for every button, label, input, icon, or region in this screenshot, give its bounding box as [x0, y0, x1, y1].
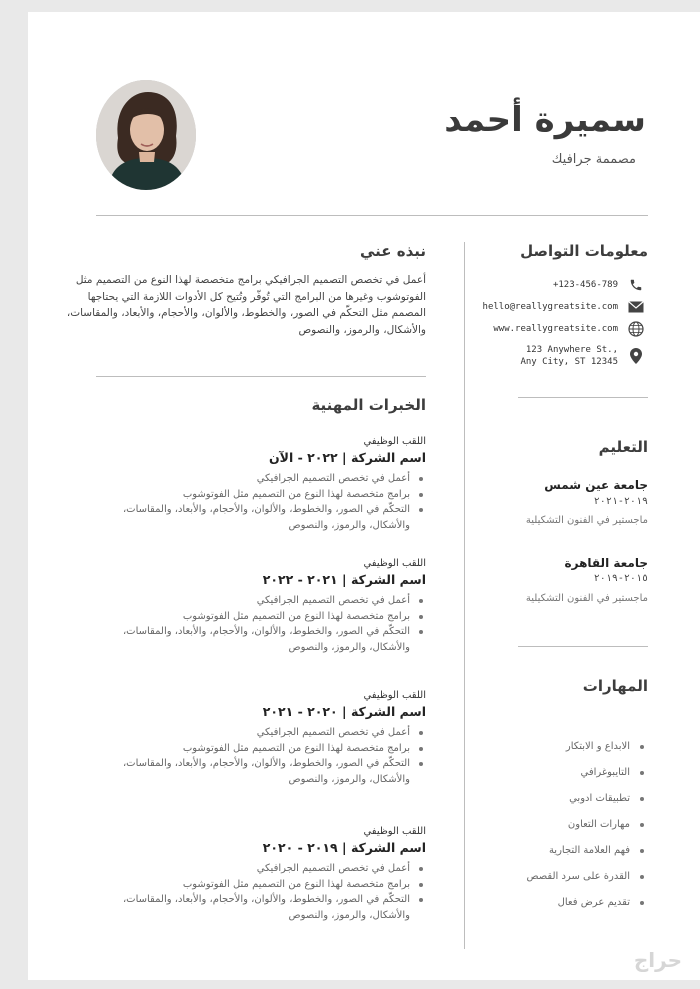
website-url[interactable]: www.reallygreatsite.com	[493, 324, 618, 334]
skills-heading: المهارات	[582, 677, 648, 695]
job-bullets	[96, 725, 426, 787]
job-bullet: أعمل في تخصص التصميم الجرافيكي	[96, 471, 426, 487]
skill-item: مهارات التعاون	[526, 812, 644, 838]
about-heading: نبذه عني	[359, 242, 426, 260]
skill-item: التايبوغرافي	[526, 760, 644, 786]
globe-icon	[626, 319, 646, 339]
job-bullet: التحكّم في الصور، والخطوط، والألوان، والأحجام، والأبعاد، والمقاسات، والأشكال، والرموز، والنصوص	[96, 624, 426, 655]
job-bullet: أعمل في تخصص التصميم الجرافيكي	[96, 593, 426, 609]
address-line-1: 123 Anywhere St.,	[525, 345, 618, 355]
experience-item	[96, 825, 426, 923]
phone-icon	[626, 275, 646, 295]
company-line: اسم الشركة | ٢٠٢٠ - ٢٠٢١	[262, 704, 426, 719]
location-pin-icon	[626, 346, 646, 366]
experience-item	[96, 557, 426, 655]
profile-photo	[96, 80, 196, 190]
job-bullet: التحكّم في الصور، والخطوط، والألوان، والأحجام، والأبعاد، والمقاسات، والأشكال، والرموز، والنصوص	[96, 756, 426, 787]
skill-item: تقديم عرض فعال	[526, 890, 644, 916]
skill-item: القدرة على سرد القصص	[526, 864, 644, 890]
column-divider	[464, 242, 465, 949]
education-degree-1: ماجستير في الفنون التشكيلية	[525, 515, 648, 526]
phone-number[interactable]: +123-456-789	[552, 280, 618, 290]
job-bullet: برامج متخصصة لهذا النوع من التصميم مثل الفوتوشوب	[96, 877, 426, 893]
job-bullet: برامج متخصصة لهذا النوع من التصميم مثل الفوتوشوب	[96, 741, 426, 757]
envelope-icon	[626, 297, 646, 317]
job-bullet: برامج متخصصة لهذا النوع من التصميم مثل الفوتوشوب	[96, 487, 426, 503]
contact-divider	[518, 397, 648, 398]
job-title: اللقب الوظيفي	[363, 436, 426, 447]
job-bullet: برامج متخصصة لهذا النوع من التصميم مثل الفوتوشوب	[96, 609, 426, 625]
company-line: اسم الشركة | ٢٠٢٢ - الآن	[268, 450, 426, 465]
job-title: اللقب الوظيفي	[363, 558, 426, 569]
company-line: اسم الشركة | ٢٠٢١ - ٢٠٢٢	[262, 572, 426, 587]
address-line-2: Any City, ST 12345	[520, 357, 618, 367]
experience-item	[96, 435, 426, 533]
skills-list	[526, 734, 644, 916]
education-years-2: ٢٠١٥-٢٠١٩	[593, 573, 648, 584]
experience-heading: الخبرات المهنية	[311, 396, 426, 414]
candidate-name: سميرة أحمد	[444, 100, 646, 140]
about-divider	[96, 376, 426, 377]
job-bullets	[96, 593, 426, 655]
education-school-2: جامعة القاهرة	[564, 556, 648, 570]
job-bullet: التحكّم في الصور، والخطوط، والألوان، والأحجام، والأبعاد، والمقاسات، والأشكال، والرموز، والنصوص	[96, 892, 426, 923]
skill-item: تطبيقات ادوبي	[526, 786, 644, 812]
job-bullet: أعمل في تخصص التصميم الجرافيكي	[96, 725, 426, 741]
education-degree-2: ماجستير في الفنون التشكيلية	[525, 593, 648, 604]
job-title: اللقب الوظيفي	[363, 690, 426, 701]
contact-email	[483, 296, 646, 318]
header-divider	[96, 215, 648, 216]
job-bullets	[96, 861, 426, 923]
job-bullet: أعمل في تخصص التصميم الجرافيكي	[96, 861, 426, 877]
about-text: أعمل في تخصص التصميم الجرافيكي برامج متخصصة لهذا النوع من التصميم مثل الفوتوشوب وغيرها من البرامج التي تُوفّر وتُتيح كل الأدوات اللازمة التي يحتاجها المصمم مثل التحكّم في الصور، والخطوط، والألوان، والأحجام، والأبعاد، والمقاسات، والأشكال، والرموز، والنصوص	[66, 274, 426, 336]
company-line: اسم الشركة | ٢٠١٩ - ٢٠٢٠	[262, 840, 426, 855]
resume-page	[28, 12, 700, 980]
education-divider	[518, 646, 648, 647]
education-years-1: ٢٠١٩-٢٠٢١	[593, 496, 648, 507]
education-heading: التعليم	[598, 438, 648, 456]
contact-website	[493, 318, 646, 340]
job-title: اللقب الوظيفي	[363, 826, 426, 837]
education-school-1: جامعة عين شمس	[544, 478, 648, 492]
candidate-title: مصممة جرافيك	[551, 152, 636, 167]
job-bullets	[96, 471, 426, 533]
contact-address	[520, 343, 646, 369]
watermark: حراج	[633, 948, 682, 972]
skill-item: الابداع و الابتكار	[526, 734, 644, 760]
job-bullet: التحكّم في الصور، والخطوط، والألوان، والأحجام، والأبعاد، والمقاسات، والأشكال، والرموز، والنصوص	[96, 502, 426, 533]
contact-heading: معلومات التواصل	[520, 242, 648, 260]
skill-item: فهم العلامة التجارية	[526, 838, 644, 864]
email-address[interactable]: hello@reallygreatsite.com	[482, 302, 618, 312]
contact-phone	[553, 274, 646, 296]
experience-item	[96, 689, 426, 787]
